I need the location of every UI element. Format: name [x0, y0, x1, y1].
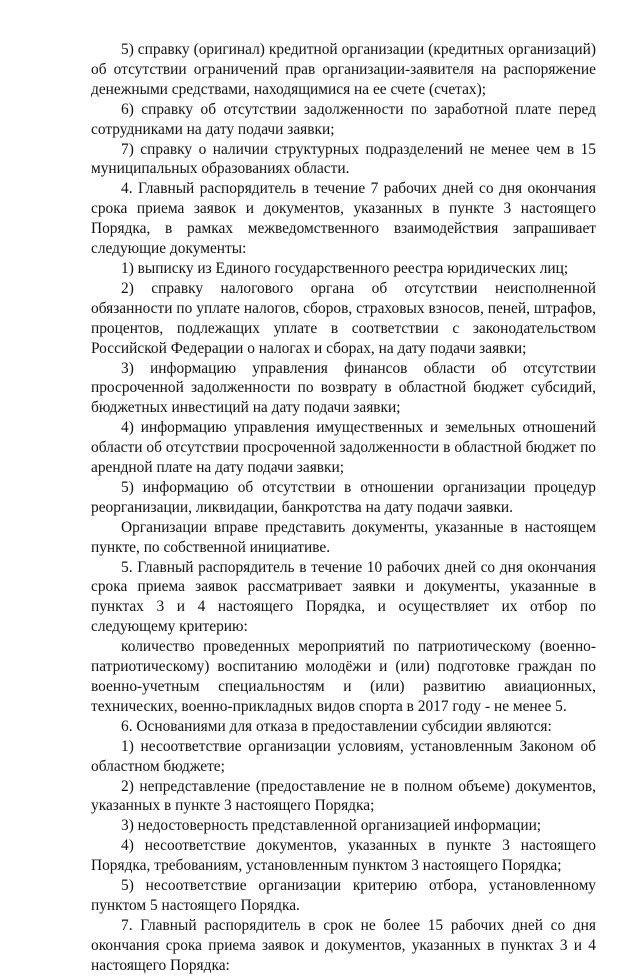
- section-6-item-2: 2) непредставление (предоставление не в полном объеме) документов, указанных в пункте 3 настоящего Порядка;: [91, 777, 596, 815]
- section-4-own-initiative-note: Организации вправе представить документы, указанные в настоящем пункте, по собственной инициативе.: [91, 518, 596, 556]
- section-5-criterion: количество проведенных мероприятий по патриотическому (военно-патриотическому) воспитанию молодёжи и (или) подготовке граждан по военно-учетным специальностям и (или) развитию авиационных, технических, военно-прикладных видов спорта в 2017 году - не менее 5.: [91, 638, 596, 715]
- section-7-intro: 7. Главный распорядитель в срок не более 15 рабочих дней со дня окончания срока приема заявок и документов, указанных в пунктах 3 и 4 настоящего Порядка:: [91, 916, 596, 974]
- paragraph-6-wage-debt-certificate: 6) справку об отсутствии задолженности по заработной плате перед сотрудниками на дату подачи заявки;: [91, 100, 596, 138]
- section-4-item-3: 3) информацию управления финансов области об отсутствии просроченной задолженности по возврату в областной бюджет субсидий, бюджетных инвестиций на дату подачи заявки;: [91, 359, 596, 417]
- section-6-item-1: 1) несоответствие организации условиям, установленным Законом об областном бюджете;: [91, 737, 596, 775]
- section-6-item-3: 3) недостоверность представленной организацией информации;: [121, 817, 542, 835]
- section-4-item-1: 1) выписку из Единого государственного реестра юридических лиц;: [121, 259, 569, 277]
- document-page: [91, 40, 596, 976]
- paragraph-5-bank-certificate: 5) справку (оригинал) кредитной организации (кредитных организаций) об отсутствии ограничений прав организации-заявителя на распоряжение денежными средствами, находящимися на ее счете (счетах);: [91, 41, 596, 98]
- section-4-item-5: 5) информацию об отсутствии в отношении организации процедур реорганизации, ликвидации, банкротства на дату подачи заявки.: [91, 478, 596, 516]
- section-5-intro: 5. Главный распорядитель в течение 10 рабочих дней со дня окончания срока приема заявок рассматривает заявки и документы, указанные в пунктах 3 и 4 настоящего Порядка, и осуществляет их отбор по следующему критерию:: [91, 558, 596, 636]
- section-6-intro: 6. Основаниями для отказа в предоставлении субсидии являются:: [121, 717, 552, 735]
- section-4-intro: 4. Главный распорядитель в течение 7 рабочих дней со дня окончания срока приема заявок и документов, указанных в пункте 3 настоящего Порядка, в рамках межведомственного взаимодействия запрашивает следующие документы:: [91, 180, 596, 258]
- section-6-item-5: 5) несоответствие организации критерию отбора, установленному пунктом 5 настоящего Порядка.: [91, 877, 596, 914]
- section-6-item-4: 4) несоответствие документов, указанных в пункте 3 настоящего Порядка, требованиям, установленным пунктом 3 настоящего Порядка;: [91, 837, 596, 875]
- section-4-item-2: 2) справку налогового органа об отсутствии неисполненной обязанности по уплате налогов, сборов, страховых взносов, пеней, штрафов, процентов, подлежащих уплате в соответствии с законодательством Российской Федерации о налогах и сборах, на дату подачи заявки;: [91, 279, 596, 357]
- paragraph-7-structural-units-certificate: 7) справку о наличии структурных подразделений не менее чем в 15 муниципальных образованиях области.: [91, 140, 596, 178]
- section-4-item-4: 4) информацию управления имущественных и земельных отношений области об отсутствии просроченной задолженности в областной бюджет по арендной плате на дату подачи заявки;: [91, 419, 596, 477]
